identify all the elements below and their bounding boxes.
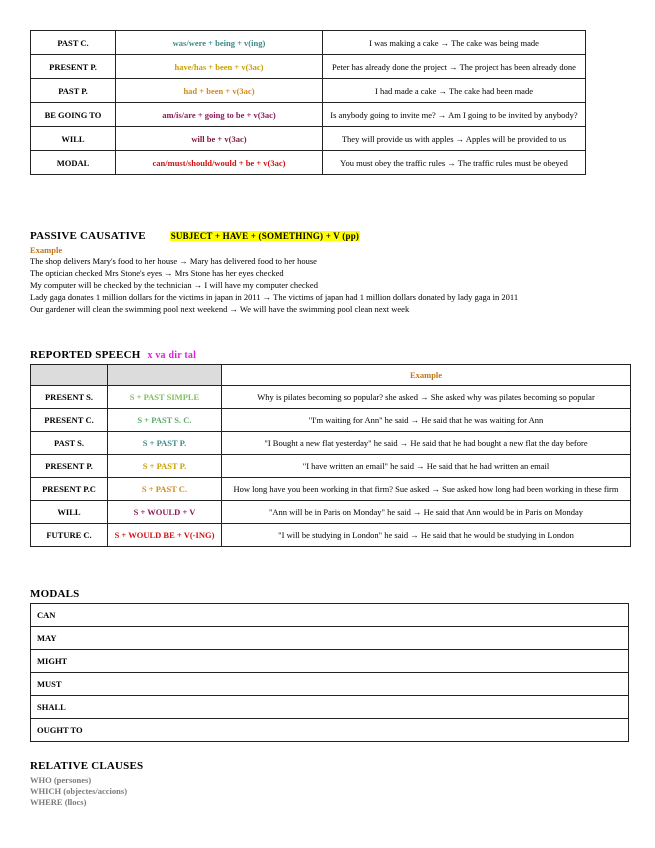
passive-row [31, 127, 586, 151]
relative-clause-item: WHERE (llocs) [30, 797, 87, 807]
reported-change: S + PAST SIMPLE [108, 386, 222, 409]
reported-change: S + PAST S. C. [108, 409, 222, 432]
reported-header-row [31, 365, 631, 386]
reported-header-empty-1 [31, 365, 108, 386]
relative-clauses-heading: RELATIVE CLAUSES [30, 760, 144, 772]
passive-tense: WILL [31, 127, 116, 151]
reported-row [31, 409, 631, 432]
passive-row [31, 55, 586, 79]
modal-item: MIGHT [31, 650, 629, 673]
relative-clause-item: WHO (persones) [30, 775, 92, 785]
modals-table [30, 603, 629, 742]
reported-row [31, 386, 631, 409]
reported-row [31, 455, 631, 478]
reported-speech-heading [30, 349, 196, 361]
reported-change: S + WOULD BE + V(-ING) [108, 524, 222, 547]
passive-causative-example-label: Example [30, 245, 63, 255]
passive-formula: have/has + been + v(3ac) [116, 55, 323, 79]
reported-example: "I have written an email" he said → He said that he had written an email [222, 455, 631, 478]
reported-example: "I will be studying in London" he said → He said that he would be studying in London [222, 524, 631, 547]
reported-speech-table [30, 364, 631, 547]
passive-tense: PRESENT P. [31, 55, 116, 79]
reported-table-body [31, 365, 631, 547]
passive-formula: was/were + being + v(ing) [116, 31, 323, 55]
reported-row [31, 478, 631, 501]
reported-example: Why is pilates becoming so popular? she asked → She asked why was pilates becoming so popular [222, 386, 631, 409]
causative-example-line: Our gardener will clean the swimming pool next weekend → We will have the swimming pool clean next week [30, 304, 410, 314]
reported-tense: PAST S. [31, 432, 108, 455]
reported-example: "Ann will be in Paris on Monday" he said → He said that Ann would be in Paris on Monday [222, 501, 631, 524]
reported-row [31, 432, 631, 455]
modal-row [31, 650, 629, 673]
reported-speech-title: REPORTED SPEECH [30, 349, 141, 361]
modal-item: SHALL [31, 696, 629, 719]
passive-row [31, 31, 586, 55]
modals-heading: MODALS [30, 588, 80, 600]
causative-example-line: My computer will be checked by the technician → I will have my computer checked [30, 280, 318, 290]
modal-row [31, 627, 629, 650]
reported-header-example: Example [222, 365, 631, 386]
passive-formula: had + been + v(3ac) [116, 79, 323, 103]
reported-example: "I Bought a new flat yesterday" he said → He said that he had bought a new flat the day before [222, 432, 631, 455]
reported-header-empty-2 [108, 365, 222, 386]
reported-change: S + PAST P. [108, 432, 222, 455]
passive-formula: am/is/are + going to be + v(3ac) [116, 103, 323, 127]
modal-row [31, 673, 629, 696]
reported-tense: FUTURE C. [31, 524, 108, 547]
passive-tense: MODAL [31, 151, 116, 175]
passive-example: They will provide us with apples → Apples will be provided to us [323, 127, 586, 151]
passive-causative-formula: SUBJECT + HAVE + (SOMETHING) + V (pp) [170, 231, 360, 241]
modal-item: MAY [31, 627, 629, 650]
reported-tense: PRESENT C. [31, 409, 108, 432]
passive-row [31, 103, 586, 127]
reported-row [31, 524, 631, 547]
reported-tense: PRESENT P.C [31, 478, 108, 501]
relative-clause-item: WHICH (objectes/accions) [30, 786, 128, 796]
passive-example: I had made a cake → The cake had been made [323, 79, 586, 103]
reported-tense: PRESENT S. [31, 386, 108, 409]
passive-example: Is anybody going to invite me? → Am I going to be invited by anybody? [323, 103, 586, 127]
reported-tense: WILL [31, 501, 108, 524]
modal-item: MUST [31, 673, 629, 696]
reported-change: S + PAST P. [108, 455, 222, 478]
passive-causative-heading [30, 230, 360, 242]
passive-row [31, 79, 586, 103]
causative-example-line: Lady gaga donates 1 million dollars for the victims in japan in 2011 → The victims of japan had 1 million dollars donated by lady gaga in 2011 [30, 292, 519, 302]
passive-tense: PAST P. [31, 79, 116, 103]
reported-change: S + WOULD + V [108, 501, 222, 524]
reported-example: How long have you been working in that firm? Sue asked → Sue asked how long had been working in these firm [222, 478, 631, 501]
modal-row [31, 696, 629, 719]
passive-tense: PAST C. [31, 31, 116, 55]
passive-voice-table [30, 30, 586, 175]
reported-tense: PRESENT P. [31, 455, 108, 478]
modal-item: CAN [31, 604, 629, 627]
causative-example-line: The optician checked Mrs Stone's eyes → Mrs Stone has her eyes checked [30, 268, 284, 278]
modal-row [31, 719, 629, 742]
passive-row [31, 151, 586, 175]
passive-example: Peter has already done the project → The project has been already done [323, 55, 586, 79]
passive-example: I was making a cake → The cake was being made [323, 31, 586, 55]
reported-row [31, 501, 631, 524]
reported-change: S + PAST C. [108, 478, 222, 501]
causative-example-line: The shop delivers Mary's food to her house → Mary has delivered food to her house [30, 256, 317, 266]
passive-causative-title: PASSIVE CAUSATIVE [30, 230, 146, 242]
reported-example: "I'm waiting for Ann" he said → He said that he was waiting for Ann [222, 409, 631, 432]
reported-speech-subtitle: x va dir tal [147, 350, 197, 361]
passive-formula: can/must/should/would + be + v(3ac) [116, 151, 323, 175]
passive-example: You must obey the traffic rules → The traffic rules must be obeyed [323, 151, 586, 175]
modals-table-body [31, 604, 629, 742]
passive-table-body [31, 31, 586, 175]
modal-row [31, 604, 629, 627]
modal-item: OUGHT TO [31, 719, 629, 742]
passive-tense: BE GOING TO [31, 103, 116, 127]
passive-formula: will be + v(3ac) [116, 127, 323, 151]
